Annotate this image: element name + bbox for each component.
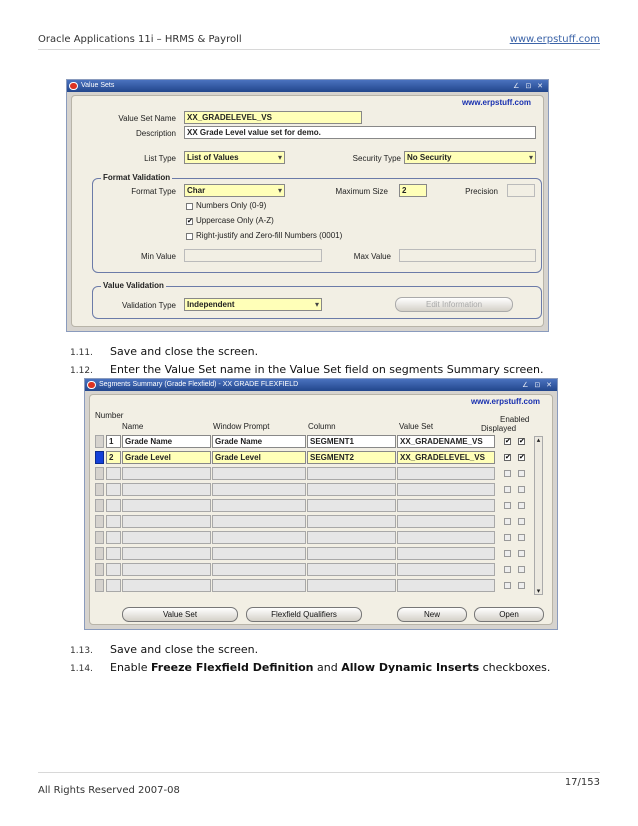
edit-information-button[interactable]: Edit Information xyxy=(395,297,513,312)
displayed-checkbox[interactable] xyxy=(504,566,511,573)
column-cell[interactable] xyxy=(307,579,396,592)
step-text-pre: Enable xyxy=(110,661,151,674)
col-name-header: Name xyxy=(122,422,144,431)
number-cell[interactable] xyxy=(106,547,121,560)
precision-field[interactable] xyxy=(507,184,535,197)
watermark: www.erpstuff.com xyxy=(470,397,540,406)
table-row[interactable] xyxy=(90,547,570,560)
column-cell[interactable] xyxy=(307,515,396,528)
right-justify-label: Right-justify and Zero-fill Numbers (0001) xyxy=(196,231,343,240)
value-set-cell[interactable] xyxy=(397,499,495,512)
step-1-11 xyxy=(70,345,258,358)
value-sets-window xyxy=(66,79,549,332)
table-row[interactable] xyxy=(90,435,570,448)
maximum-size-field[interactable]: 2 xyxy=(399,184,427,197)
col-window-prompt-header: Window Prompt xyxy=(213,422,270,431)
table-scrollbar[interactable] xyxy=(534,436,543,595)
name-cell[interactable]: Grade Level xyxy=(122,451,211,464)
col-column-header: Column xyxy=(308,422,336,431)
name-cell[interactable] xyxy=(122,531,211,544)
row-selector[interactable] xyxy=(95,435,104,448)
row-selector[interactable] xyxy=(95,547,104,560)
window-prompt-cell[interactable]: Grade Name xyxy=(212,435,306,448)
table-row[interactable] xyxy=(90,483,570,496)
value-set-button[interactable]: Value Set xyxy=(122,607,238,622)
displayed-checkbox[interactable]: ✔ xyxy=(505,438,511,445)
step-number: 1.11. xyxy=(70,348,93,358)
col-number-header: Number xyxy=(95,411,124,420)
footer-page-number: 17/153 xyxy=(564,777,600,788)
enabled-checkbox[interactable]: ✔ xyxy=(519,438,525,445)
step-number: 1.12. xyxy=(70,366,93,376)
table-row[interactable] xyxy=(90,451,570,464)
value-set-cell[interactable] xyxy=(397,579,495,592)
enabled-checkbox[interactable] xyxy=(518,566,525,573)
enabled-checkbox[interactable] xyxy=(518,502,525,509)
displayed-checkbox[interactable] xyxy=(504,582,511,589)
value-set-cell[interactable] xyxy=(397,515,495,528)
enabled-checkbox[interactable] xyxy=(518,470,525,477)
window-prompt-cell[interactable] xyxy=(212,515,306,528)
value-set-cell[interactable]: XX_GRADELEVEL_VS xyxy=(397,451,495,464)
col-value-set-header: Value Set xyxy=(399,422,434,431)
format-type-label: Format Type xyxy=(131,187,176,196)
value-set-cell[interactable] xyxy=(397,483,495,496)
name-cell[interactable] xyxy=(122,499,211,512)
row-selector[interactable] xyxy=(95,531,104,544)
window-prompt-cell[interactable] xyxy=(212,531,306,544)
window-prompt-cell[interactable] xyxy=(212,499,306,512)
page-header xyxy=(38,28,600,50)
value-validation-title: Value Validation xyxy=(103,281,164,290)
row-selector[interactable] xyxy=(95,515,104,528)
col-displayed-header: Displayed xyxy=(481,424,517,433)
segments-form xyxy=(89,394,553,625)
window-prompt-cell[interactable]: Grade Level xyxy=(212,451,306,464)
displayed-checkbox[interactable] xyxy=(504,470,511,477)
max-value-label: Max Value xyxy=(353,252,391,261)
window-prompt-cell[interactable] xyxy=(212,467,306,480)
enabled-checkbox[interactable]: ✔ xyxy=(519,454,525,461)
name-cell[interactable] xyxy=(122,483,211,496)
scroll-down-icon[interactable]: ▾ xyxy=(536,588,541,595)
value-sets-form xyxy=(71,95,544,327)
header-link[interactable]: www.erpstuff.com xyxy=(509,34,600,45)
value-set-cell[interactable] xyxy=(397,563,495,576)
column-cell[interactable] xyxy=(307,531,396,544)
scroll-up-icon[interactable]: ▴ xyxy=(536,437,541,444)
step-number: 1.13. xyxy=(70,646,93,656)
column-cell[interactable] xyxy=(307,483,396,496)
column-cell[interactable]: SEGMENT1 xyxy=(307,435,396,448)
list-type-label: List Type xyxy=(144,154,176,163)
security-type-select[interactable]: No Security ▾ xyxy=(404,151,536,164)
displayed-checkbox[interactable] xyxy=(504,486,511,493)
column-cell[interactable] xyxy=(307,547,396,560)
name-cell[interactable] xyxy=(122,579,211,592)
name-cell[interactable] xyxy=(122,563,211,576)
table-row[interactable] xyxy=(90,515,570,528)
step-1-14 xyxy=(70,661,550,674)
enabled-checkbox[interactable] xyxy=(518,534,525,541)
number-cell[interactable]: 2 xyxy=(106,451,121,464)
enabled-checkbox[interactable] xyxy=(518,582,525,589)
window-title: Value Sets xyxy=(81,82,115,89)
enabled-checkbox[interactable] xyxy=(518,550,525,557)
right-justify-checkbox[interactable] xyxy=(186,233,193,240)
displayed-checkbox[interactable] xyxy=(504,518,511,525)
name-cell[interactable]: Grade Name xyxy=(122,435,211,448)
precision-label: Precision xyxy=(465,187,498,196)
window-prompt-cell[interactable] xyxy=(212,579,306,592)
step-number: 1.14. xyxy=(70,664,93,674)
col-enabled-header: Enabled xyxy=(500,415,530,424)
step-1-13 xyxy=(70,643,258,656)
number-cell[interactable] xyxy=(106,483,121,496)
validation-type-select[interactable]: Independent ▾ xyxy=(184,298,322,311)
security-type-label: Security Type xyxy=(352,154,401,163)
open-button[interactable]: Open xyxy=(474,607,544,622)
number-cell[interactable] xyxy=(106,467,121,480)
new-button[interactable]: New xyxy=(397,607,467,622)
oracle-window-icon xyxy=(87,381,96,389)
enabled-checkbox[interactable] xyxy=(518,518,525,525)
number-cell[interactable] xyxy=(106,499,121,512)
table-row[interactable] xyxy=(90,563,570,576)
row-selector[interactable] xyxy=(95,579,104,592)
value-set-name-label: Value Set Name xyxy=(118,114,176,123)
row-selector[interactable] xyxy=(95,483,104,496)
value-set-cell[interactable] xyxy=(397,547,495,560)
displayed-checkbox[interactable]: ✔ xyxy=(505,454,511,461)
step-1-12 xyxy=(70,363,544,376)
max-value-field[interactable] xyxy=(399,249,536,262)
number-cell[interactable] xyxy=(106,531,121,544)
step-text-mid: and xyxy=(313,661,342,674)
row-selector[interactable] xyxy=(95,563,104,576)
validation-type-label: Validation Type xyxy=(122,301,176,310)
uppercase-only-label: Uppercase Only (A-Z) xyxy=(196,216,274,225)
window-prompt-cell[interactable] xyxy=(212,483,306,496)
number-cell[interactable] xyxy=(106,579,121,592)
min-value-label: Min Value xyxy=(141,252,176,261)
step-text: Save and close the screen. xyxy=(110,643,259,656)
description-field[interactable]: XX Grade Level value set for demo. xyxy=(184,126,536,139)
description-label: Description xyxy=(135,129,176,138)
segments-summary-window xyxy=(84,378,558,630)
flexfield-qualifiers-button[interactable]: Flexfield Qualifiers xyxy=(246,607,362,622)
column-cell[interactable]: SEGMENT2 xyxy=(307,451,396,464)
step-text-post: checkboxes. xyxy=(479,661,551,674)
column-cell[interactable] xyxy=(307,499,396,512)
column-cell[interactable] xyxy=(307,563,396,576)
number-cell[interactable]: 1 xyxy=(106,435,121,448)
watermark: www.erpstuff.com xyxy=(461,98,531,107)
header-title: Oracle Applications 11i – HRMS & Payroll xyxy=(38,34,242,45)
segments-titlebar[interactable] xyxy=(85,379,557,391)
window-controls-icon[interactable]: ∠ ⊡ ✕ xyxy=(513,83,545,90)
column-cell[interactable] xyxy=(307,467,396,480)
freeze-flexfield-definition-text: Freeze Flexfield Definition xyxy=(150,661,314,674)
name-cell[interactable] xyxy=(122,467,211,480)
page-footer xyxy=(38,772,600,796)
min-value-field[interactable] xyxy=(184,249,322,262)
window-prompt-cell[interactable] xyxy=(212,547,306,560)
numbers-only-label: Numbers Only (0-9) xyxy=(196,201,267,210)
format-type-select[interactable]: Char ▾ xyxy=(184,184,285,197)
table-row[interactable] xyxy=(90,579,570,592)
name-cell[interactable] xyxy=(122,515,211,528)
table-row[interactable] xyxy=(90,531,570,544)
window-title: Segments Summary (Grade Flexfield) - XX GRADE FLEXFIELD xyxy=(99,381,299,388)
uppercase-only-checkbox[interactable]: ✔ xyxy=(187,218,193,225)
footer-copyright: All Rights Reserved 2007-08 xyxy=(38,785,180,796)
row-selector[interactable] xyxy=(95,499,104,512)
displayed-checkbox[interactable] xyxy=(504,502,511,509)
number-cell[interactable] xyxy=(106,563,121,576)
list-type-select[interactable]: List of Values ▾ xyxy=(184,151,285,164)
value-set-cell[interactable]: XX_GRADENAME_VS xyxy=(397,435,495,448)
value-sets-titlebar[interactable] xyxy=(67,80,548,92)
maximum-size-label: Maximum Size xyxy=(335,187,388,196)
window-controls-icon[interactable]: ∠ ⊡ ✕ xyxy=(522,382,554,389)
value-set-name-field[interactable]: XX_GRADELEVEL_VS xyxy=(184,111,362,124)
value-set-cell[interactable] xyxy=(397,531,495,544)
displayed-checkbox[interactable] xyxy=(504,550,511,557)
name-cell[interactable] xyxy=(122,547,211,560)
number-cell[interactable] xyxy=(106,515,121,528)
displayed-checkbox[interactable] xyxy=(504,534,511,541)
table-row[interactable] xyxy=(90,467,570,480)
allow-dynamic-inserts-text: Allow Dynamic Inserts xyxy=(341,661,480,674)
numbers-only-checkbox[interactable] xyxy=(186,203,193,210)
row-selector[interactable] xyxy=(95,451,104,464)
enabled-checkbox[interactable] xyxy=(518,486,525,493)
oracle-window-icon xyxy=(69,82,78,90)
format-validation-title: Format Validation xyxy=(103,173,171,182)
value-set-cell[interactable] xyxy=(397,467,495,480)
step-text: Save and close the screen. xyxy=(110,345,259,358)
step-text: Enter the Value Set name in the Value Set field on segments Summary screen. xyxy=(110,363,544,376)
window-prompt-cell[interactable] xyxy=(212,563,306,576)
row-selector[interactable] xyxy=(95,467,104,480)
table-row[interactable] xyxy=(90,499,570,512)
